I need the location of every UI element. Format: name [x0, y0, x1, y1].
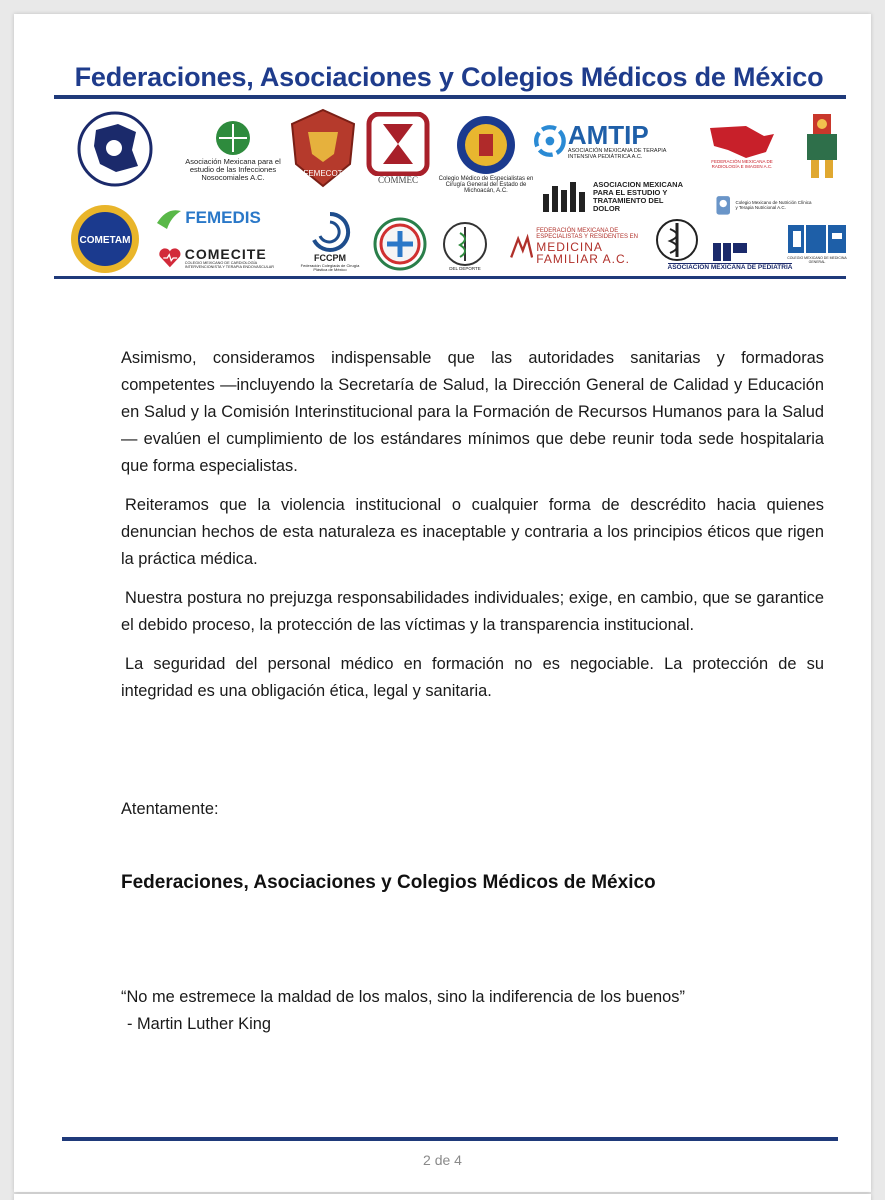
page-title: Federaciones, Asociaciones y Colegios Médicos de México — [74, 62, 824, 92]
nutricion-clinica-logo: Colegio Mexicano de Nutrición Clínica y Terapia Nutricional A.C. — [714, 184, 814, 228]
quote-author: - Martin Luther King — [127, 1015, 271, 1033]
svg-text:FEMECOT: FEMECOT — [303, 169, 343, 178]
femedis-logo: FEMEDIS — [152, 200, 262, 236]
colegio-cirugia-michoacan-logo: Colegio Médico de Especialistas en Cirugía General del Estado de Michoacán, A.C. — [436, 106, 536, 202]
header-rule — [54, 95, 846, 99]
closing-salutation: Atentamente: — [121, 800, 219, 818]
logo-band-rule — [54, 276, 846, 279]
fccpm-logo: FCCPM Federación Colegiada de Cirugía Plástica de México — [294, 206, 366, 276]
paragraph-2: Reiteramos que la violencia institucional o cualquier forma de descrédito hacia quienes denuncian hechos de esta naturaleza es inaceptable y contraria a los principios éticos que rigen la práctica médica. — [121, 496, 824, 568]
colegio-profesion-medica-slp-logo — [56, 110, 174, 188]
federacion-radiologia-logo: FEDERACIÓN MEXICANA DE RADIOLOGÍA E IMAGEN A.C. — [702, 118, 782, 174]
ameif-logo: Asociación Mexicana para el estudio de las Infecciones Nosocomiales A.C. — [182, 112, 284, 188]
signature: Federaciones, Asociaciones y Colegios Médicos de México — [121, 872, 656, 893]
medicina-urgencias-logo — [372, 216, 428, 272]
ameto-logo: ASOCIACION MEXICANA PARA EL ESTUDIO Y TRATAMIENTO DEL DOLOR — [538, 174, 688, 220]
paragraph-4: La seguridad del personal médico en formación no es negociable. La protección de su integridad es una obligación ética, legal y sanitaria. — [121, 655, 824, 700]
letter-body — [121, 345, 824, 717]
document-page — [14, 14, 871, 1192]
comecite-logo: COMECITE COLEGIO MEXICANO DE CARDIOLOGÍA INTERVENCIONISTA Y TERAPIA ENDOVASCULAR — [158, 240, 292, 276]
paragraph-1: Asimismo, consideramos indispensable que las autoridades sanitarias y formadoras competentes —incluyendo la Secretaría de Salud, la Dirección General de Calidad y Educación en Salud y la Comisión Interinstitucional para la Formación de Recursos Humanos para la Salud— evalúen el cumplimiento de los estándares mínimos que debe reunir toda sede hospitalaria que forma especialistas. — [121, 349, 824, 475]
commec-logo: COMMEC — [362, 108, 434, 190]
closing-quote — [121, 984, 685, 1038]
logo-band — [54, 102, 846, 274]
federacion-medicina-deporte-logo: DEL DEPORTE — [436, 216, 494, 276]
quote-text: “No me estremece la maldad de los malos, sino la indiferencia de los buenos” — [121, 988, 685, 1006]
femecot-logo — [288, 108, 358, 188]
page-number: 2 de 4 — [423, 1152, 462, 1168]
cmmg-logo: COLEGIO MEXICANO DE MEDICINA GENERAL — [784, 218, 850, 268]
medicina-familiar-logo: FEDERACIÓN MEXICANA DE ESPECIALISTAS Y RESIDENTES EN MEDICINA FAMILIAR A.C. — [510, 222, 644, 272]
amp-pediatria-logo: ASOCIACION MEXICANA DE PEDIATRIA — [660, 232, 800, 280]
next-page-edge — [14, 1194, 871, 1200]
footer-rule — [62, 1137, 838, 1141]
cometam-logo — [60, 202, 150, 276]
paragraph-3: Nuestra postura no prejuzga responsabilidades individuales; exige, en cambio, que se garantice el debido proceso, la protección de las víctimas y la transparencia institucional. — [121, 589, 824, 634]
svg-text:COMETAM: COMETAM — [79, 235, 131, 246]
amtip-logo: AMTIP ASOCIACIÓN MEXICANA DE TERAPIA INTENSIVA PEDIÁTRICA A.C. — [534, 116, 694, 166]
infectologia-logo — [794, 108, 850, 184]
